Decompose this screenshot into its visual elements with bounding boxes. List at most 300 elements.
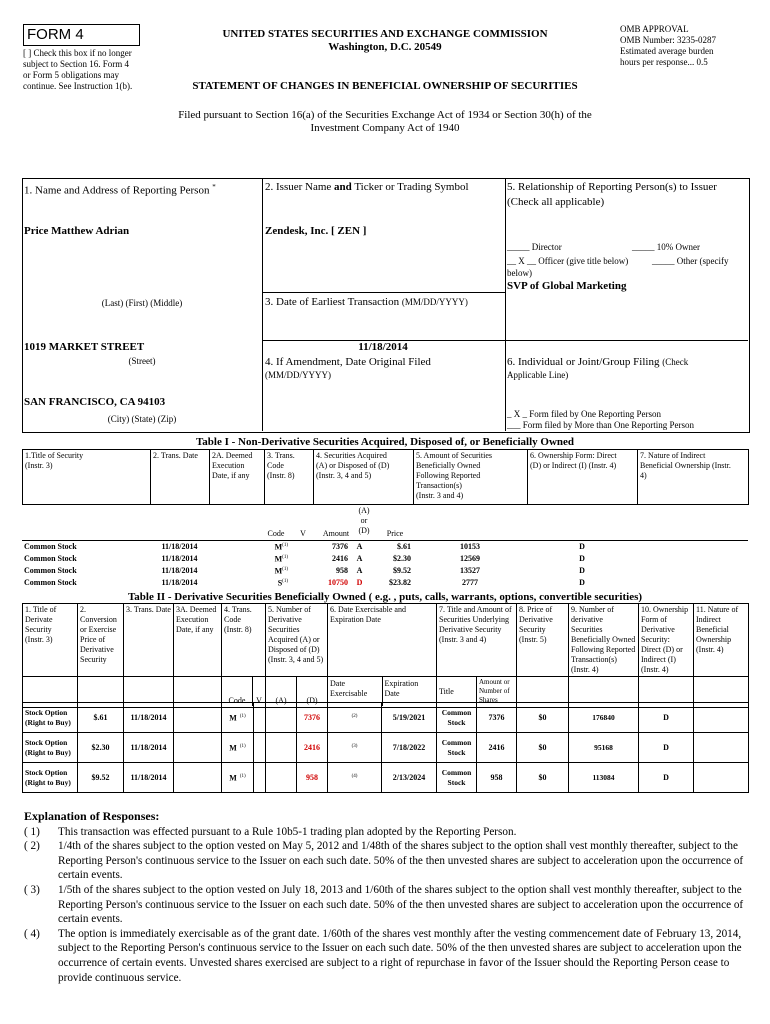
footnote-ref: (1) — [239, 743, 246, 749]
v-cell-cell — [254, 703, 266, 733]
t2-header-cell — [639, 604, 694, 677]
indirect-nature-cell — [637, 541, 748, 553]
trans-code-cell — [222, 703, 254, 733]
conversion-price-value: $9.52 — [91, 772, 110, 782]
t2-header-text: 1. Title of Derivate Security (Instr. 3) — [25, 605, 57, 644]
table2-title: Table II - Derivative Securities Beneficially Owned ( e.g. , puts, calls, warrants, options, convertible securities) — [127, 591, 643, 603]
t1-sub-v: V — [300, 529, 306, 538]
multi-person-option[interactable]: ___ Form filed by More than One Reporting Person — [507, 420, 694, 430]
t2-header-text: 11. Nature of Indirect Beneficial Ownership (Instr. 4) — [696, 605, 739, 654]
t2-header-cell — [569, 604, 639, 677]
omb-line: hours per response... 0.5 — [620, 57, 708, 67]
amount-cell — [313, 565, 350, 577]
t2-header-cell — [517, 604, 569, 677]
conversion-price-value: $2.30 — [91, 742, 110, 752]
check-note-line[interactable]: [ ] Check this box if no longer — [23, 48, 132, 58]
table1-header — [22, 449, 749, 505]
owned-following-cell — [413, 553, 527, 565]
expiration-date-cell — [382, 733, 437, 763]
date-exercisable-cell — [328, 733, 382, 763]
box2-label-and: and — [334, 181, 352, 193]
footnote-number: ( 1) — [24, 825, 40, 838]
security-title-cell — [22, 577, 150, 589]
t1-header-cell — [314, 450, 414, 505]
box1-label — [24, 181, 216, 198]
underlying-title-value: Common Stock — [441, 767, 472, 787]
footnote-ref: (1) — [282, 543, 288, 548]
price-value: $2.30 — [393, 553, 411, 563]
trans-code-cell — [222, 763, 254, 793]
t2-sub-code: Code — [228, 696, 246, 705]
box3-label-text: 3. Date of Earliest Transaction — [265, 296, 402, 308]
acquired-a-cell — [266, 703, 297, 733]
footnote-text: 1/4th of the shares subject to the option vested on May 5, 2012 and 1/48th of the shares subject to the option shall vest monthly thereafter, subject to the Reporting Person's continuous service to the Issuer on each such date. 50% of the then unvested shares are subject to acceleration upon the occurrence of certain events. — [58, 840, 744, 882]
footnote-item — [24, 927, 754, 985]
owned-following-value: 95168 — [594, 742, 613, 752]
earliest-transaction-date: 11/18/2014 — [358, 341, 408, 353]
trans-date-cell — [150, 541, 209, 553]
t2-sub-shares: Amount or Number of Shares — [476, 677, 516, 706]
t2-header-text: 8. Price of Derivative Security (Instr. 5) — [519, 605, 553, 644]
t1-header-text: 3. Trans. Code (Instr. 8) — [267, 451, 295, 480]
box6-label — [507, 356, 688, 369]
ten-percent-owner-checkbox[interactable]: _____ 10% Owner — [632, 242, 700, 252]
deemed-date-cell — [174, 763, 222, 793]
footnote-text: This transaction was effected pursuant to a Rule 10b5-1 trading plan adopted by the Reporting Person. — [58, 825, 517, 838]
trans-code-value: M — [274, 542, 283, 552]
trans-date-value: 11/18/2014 — [130, 772, 167, 782]
t1-header-cell — [414, 450, 528, 505]
security-title-value: Common Stock — [24, 577, 77, 587]
trans-date-value: 11/18/2014 — [161, 541, 198, 551]
t2-header-text: 4. Trans. Code (Instr. 8) — [224, 605, 252, 634]
amount-value: 958 — [336, 565, 348, 575]
t2-header-cell — [174, 604, 222, 677]
box2-label-b: Ticker or Trading Symbol — [351, 181, 469, 193]
omb-approval — [620, 24, 750, 68]
trans-code-value: M — [229, 773, 237, 783]
trans-date-cell — [150, 565, 209, 577]
filed-pursuant-line: Investment Company Act of 1940 — [310, 122, 460, 134]
amount-value: 10750 — [328, 577, 348, 587]
statement-title: STATEMENT OF CHANGES IN BENEFICIAL OWNERSHIP OF SECURITIES — [192, 80, 578, 92]
t2-header-text: 10. Ownership Form of Derivative Security: Direct (D) or Indirect (I) (Instr. 4) — [641, 605, 689, 674]
t2-header-cell — [694, 604, 749, 677]
other-checkbox[interactable]: _____ Other (specify — [652, 256, 729, 266]
ownership-form-cell — [639, 703, 694, 733]
box2-label — [265, 181, 469, 194]
conversion-price-cell — [78, 733, 124, 763]
t2-sub-expiration: Expiration Date — [382, 677, 437, 706]
v-cell-cell — [290, 565, 313, 577]
price-value: $23.82 — [389, 577, 411, 587]
t1-header-text: 1.Title of Security (Instr. 3) — [25, 451, 84, 470]
t2-sub-title: Title — [439, 687, 454, 696]
trans-code-cell — [222, 733, 254, 763]
ownership-form-value: D — [579, 553, 585, 563]
amount-value: 2416 — [332, 553, 348, 563]
table-row — [22, 577, 748, 589]
price-cell — [369, 553, 413, 565]
box5-label — [507, 181, 749, 209]
derivative-title-cell — [23, 703, 78, 733]
derivative-title-cell — [23, 733, 78, 763]
box6-check: (Check — [662, 357, 689, 367]
ownership-form-value: D — [663, 742, 669, 752]
divider — [262, 292, 505, 293]
deemed-date-cell — [209, 565, 264, 577]
t1-header-cell — [265, 450, 314, 505]
expiration-date-value: 2/13/2024 — [392, 772, 426, 782]
trans-date-cell — [150, 577, 209, 589]
trans-date-cell — [124, 703, 174, 733]
t1-header-text: 7. Nature of Indirect Beneficial Ownership (Instr. 4) — [640, 451, 731, 480]
check-note-line: or Form 5 obligations may — [23, 70, 119, 80]
indirect-nature-cell — [694, 733, 749, 763]
t2-header-cell — [222, 604, 266, 677]
amount-cell — [313, 553, 350, 565]
owned-following-cell — [569, 763, 639, 793]
t2-header-text: 3. Trans. Date — [126, 605, 171, 614]
trans-code-cell — [264, 577, 290, 589]
v-cell-cell — [290, 577, 313, 589]
table2-header — [22, 603, 749, 708]
amount-value: 7376 — [332, 541, 348, 551]
footnote-ref: (1) — [239, 773, 246, 779]
t1-sub-aod: (A) or (D) — [358, 506, 370, 535]
acquired-disposed-cell — [350, 541, 369, 553]
trans-code-value: M — [274, 554, 283, 564]
t1-header-cell — [23, 450, 151, 505]
table-row — [23, 763, 749, 793]
acquired-disposed-value: A — [356, 553, 363, 563]
trans-code-cell — [264, 553, 290, 565]
box3-format: (MM/DD/YYYY) — [401, 297, 468, 307]
ownership-form-value: D — [663, 772, 669, 782]
table-row — [23, 703, 749, 733]
v-cell-cell — [290, 553, 313, 565]
underlying-shares-value: 2416 — [488, 742, 505, 752]
t2-header-cell — [328, 604, 437, 677]
indirect-nature-cell — [637, 577, 748, 589]
price-cell — [369, 541, 413, 553]
t2-header-cell — [266, 604, 328, 677]
owned-following-value: 10153 — [460, 541, 480, 551]
expiration-date-value: 7/18/2022 — [392, 742, 426, 752]
disposed-d-cell — [297, 763, 328, 793]
box2-label-a: 2. Issuer Name — [265, 181, 335, 193]
t1-header-text: 6. Ownership Form: Direct (D) or Indirect (I) (Instr. 4) — [530, 451, 617, 470]
security-title-value: Common Stock — [24, 553, 77, 563]
underlying-shares-value: 7376 — [488, 712, 505, 722]
derivative-price-cell — [517, 733, 569, 763]
indirect-nature-cell — [694, 703, 749, 733]
indirect-nature-cell — [637, 553, 748, 565]
t1-header-text: 2. Trans. Date — [153, 451, 198, 460]
trans-date-value: 11/18/2014 — [130, 742, 167, 752]
disposed-d-cell — [297, 703, 328, 733]
form-title: FORM 4 — [23, 24, 140, 46]
agency-name: UNITED STATES SECURITIES AND EXCHANGE COMMISSION — [222, 28, 548, 40]
ownership-form-value: D — [579, 565, 585, 575]
t2-header-text: 7. Title and Amount of Securities Underlying Derivative Security (Instr. 3 and 4) — [439, 605, 512, 644]
check-note-line: continue. See Instruction 1(b). — [23, 81, 133, 91]
deemed-date-cell — [209, 577, 264, 589]
trans-code-cell — [264, 541, 290, 553]
t2-header-text: 2. Conversion or Exercise Price of Derivative Security — [80, 605, 117, 664]
footnote-item — [24, 825, 754, 840]
acquired-a-cell — [266, 733, 297, 763]
t2-header-text: 5. Number of Derivative Securities Acquired (A) or Disposed of (D) (Instr. 3, 4 and 5) — [268, 605, 324, 664]
t1-header-text: 4. Securities Acquired (A) or Disposed of (D) (Instr. 3, 4 and 5) — [316, 451, 390, 480]
footnote-ref: (4) — [351, 773, 358, 779]
owned-following-value: 2777 — [462, 577, 478, 587]
box5-label-line: 5. Relationship of Reporting Person(s) to Issuer — [507, 181, 717, 193]
table-row — [23, 733, 749, 763]
one-person-option[interactable]: _ X _ Form filed by One Reporting Person — [507, 409, 661, 419]
acquired-disposed-cell — [350, 577, 369, 589]
amount-cell — [313, 577, 350, 589]
omb-line: OMB APPROVAL — [620, 24, 689, 34]
price-cell — [369, 577, 413, 589]
trans-date-value: 11/18/2014 — [161, 577, 198, 587]
trans-code-value: M — [229, 713, 237, 723]
box5-label-line: (Check all applicable) — [507, 196, 605, 208]
derivative-title-value: Stock Option (Right to Buy) — [25, 737, 71, 757]
t2-header-text: 6. Date Exercisable and Expiration Date — [330, 605, 406, 624]
t2-sub-d: (D) — [296, 677, 327, 706]
date-exercisable-cell — [328, 763, 382, 793]
disposed-d-value: 2416 — [304, 742, 320, 752]
ownership-form-value: D — [663, 712, 669, 722]
table-row — [22, 553, 748, 565]
street-hint: (Street) — [128, 356, 156, 366]
owned-following-cell — [569, 733, 639, 763]
derivative-price-cell — [517, 703, 569, 733]
t2-header-text: 9. Number of derivative Securities Beneficially Owned Following Reported Transaction(s) (Instr. 4) — [571, 605, 636, 674]
issuer-name: Zendesk, Inc. [ ZEN ] — [265, 225, 367, 237]
t2-sub-v: V — [252, 677, 265, 706]
footnote-item — [24, 883, 754, 927]
agency-city: Washington, D.C. 20549 — [328, 41, 442, 53]
derivative-title-cell — [23, 763, 78, 793]
t1-sub-amount: Amount — [322, 529, 350, 538]
owned-following-cell — [413, 541, 527, 553]
reporting-person-name: Price Matthew Adrian — [24, 225, 130, 237]
owned-following-value: 176840 — [592, 712, 615, 722]
footnote-ref: (1) — [239, 713, 246, 719]
security-title-value: Common Stock — [24, 565, 77, 575]
ownership-form-cell — [527, 553, 637, 565]
expiration-date-cell — [382, 703, 437, 733]
omb-line: Estimated average burden — [620, 46, 714, 56]
price-cell — [369, 565, 413, 577]
footnote-text: 1/5th of the shares subject to the option vested on July 18, 2013 and 1/60th of the shares subject to the option shall vest monthly thereafter, subject to the Reporting Person's continuous service to the Issuer on each such date. 50% of the then unvested shares are subject to acceleration upon the occurrence of certain events. — [58, 883, 744, 926]
date-exercisable-cell — [328, 703, 382, 733]
deemed-date-cell — [174, 703, 222, 733]
owned-following-value: 13527 — [460, 565, 480, 575]
section16-note — [23, 48, 163, 92]
indirect-nature-cell — [637, 565, 748, 577]
name-hint: (Last) (First) (Middle) — [101, 298, 183, 308]
owned-following-value: 113084 — [592, 772, 615, 782]
ownership-form-value: D — [579, 541, 585, 551]
city-hint: (City) (State) (Zip) — [107, 414, 177, 424]
derivative-title-value: Stock Option (Right to Buy) — [25, 767, 71, 787]
below-note: below) — [507, 268, 532, 278]
t1-header-cell — [638, 450, 749, 505]
t1-header-cell — [210, 450, 265, 505]
box1-label-text: 1. Name and Address of Reporting Person — [24, 184, 210, 197]
footnote-number: ( 3) — [24, 883, 40, 896]
ownership-form-cell — [527, 565, 637, 577]
trans-code-value: M — [229, 743, 237, 753]
divider — [505, 178, 506, 431]
box4-format: (MM/DD/YYYY) — [265, 370, 331, 380]
security-title-value: Common Stock — [24, 541, 77, 551]
officer-checkbox[interactable]: __ X __ Officer (give title below) — [507, 256, 629, 266]
underlying-title-cell — [437, 733, 477, 763]
expiration-date-value: 5/19/2021 — [392, 712, 426, 722]
director-checkbox[interactable]: _____ Director — [507, 242, 562, 252]
v-cell-cell — [290, 541, 313, 553]
underlying-title-value: Common Stock — [441, 737, 472, 757]
box6-applicable: Applicable Line) — [507, 370, 569, 380]
underlying-shares-cell — [477, 703, 517, 733]
trans-date-value: 11/18/2014 — [130, 712, 167, 722]
explanation-title: Explanation of Responses: — [24, 809, 160, 823]
owned-following-cell — [413, 577, 527, 589]
table-row — [22, 541, 748, 553]
acquired-disposed-value: A — [356, 565, 363, 575]
t1-sub-price: Price — [386, 529, 404, 538]
underlying-title-cell — [437, 703, 477, 733]
trans-code-value: M — [274, 566, 283, 576]
check-note-line: subject to Section 16. Form 4 — [23, 59, 129, 69]
trans-code-value: S — [277, 578, 283, 588]
ownership-form-cell — [527, 577, 637, 589]
trans-code-cell — [264, 565, 290, 577]
acquired-disposed-cell — [350, 565, 369, 577]
footnote-ref: (2) — [351, 713, 358, 719]
box1-star: * — [212, 183, 216, 191]
box3-label — [265, 296, 468, 309]
underlying-title-cell — [437, 763, 477, 793]
t1-header-text: 2A. Deemed Execution Date, if any — [212, 451, 253, 480]
table1-title: Table I - Non-Derivative Securities Acquired, Disposed of, or Beneficially Owned — [195, 436, 575, 448]
table1-body — [22, 540, 748, 589]
explanation-list — [24, 825, 754, 986]
acquired-disposed-value: A — [356, 541, 363, 551]
ownership-form-cell — [527, 541, 637, 553]
t1-header-cell — [528, 450, 638, 505]
owned-following-cell — [569, 703, 639, 733]
footnote-ref: (1) — [282, 554, 288, 560]
filed-pursuant-line: Filed pursuant to Section 16(a) of the Securities Exchange Act of 1934 or Section 30(h) of the — [178, 109, 592, 121]
deemed-date-cell — [209, 541, 264, 553]
owned-following-value: 12569 — [460, 553, 480, 563]
acquired-disposed-value: D — [356, 577, 363, 587]
derivative-price-value: $0 — [538, 772, 547, 782]
omb-line: OMB Number: 3235-0287 — [620, 35, 716, 45]
v-cell-cell — [254, 763, 266, 793]
disposed-d-cell — [297, 733, 328, 763]
deemed-date-cell — [209, 553, 264, 565]
acquired-disposed-cell — [350, 553, 369, 565]
trans-date-cell — [150, 553, 209, 565]
conversion-price-value: $.61 — [93, 712, 108, 722]
box4-label: 4. If Amendment, Date Original Filed — [265, 356, 431, 368]
disposed-d-value: 958 — [306, 772, 318, 782]
price-value: $.61 — [397, 541, 411, 551]
ownership-form-cell — [639, 733, 694, 763]
footnote-ref: (1) — [282, 578, 288, 584]
trans-date-cell — [124, 733, 174, 763]
t1-header-text: 5. Amount of Securities Beneficially Owned Following Reported Transaction(s) (Instr. 3 and 4) — [416, 451, 492, 500]
indirect-nature-cell — [694, 763, 749, 793]
footnote-ref: (1) — [282, 566, 288, 572]
t2-header-cell — [437, 604, 517, 677]
trans-date-value: 11/18/2014 — [161, 553, 198, 563]
v-cell-cell — [254, 733, 266, 763]
box6-label-text: 6. Individual or Joint/Group Filing — [507, 356, 663, 368]
derivative-title-value: Stock Option (Right to Buy) — [25, 707, 71, 727]
t1-header-cell — [151, 450, 210, 505]
derivative-price-cell — [517, 763, 569, 793]
conversion-price-cell — [78, 703, 124, 733]
security-title-cell — [22, 541, 150, 553]
reporting-city: SAN FRANCISCO, CA 94103 — [24, 396, 166, 408]
t2-sub-a: (A) — [275, 696, 287, 705]
derivative-price-value: $0 — [538, 742, 547, 752]
underlying-shares-cell — [477, 763, 517, 793]
footnote-text: The option is immediately exercisable as of the grant date. 1/60th of the shares vest monthly after the vesting commencement date of February 13, 2014, subject to the Reporting Person's continuous service to the Issuer on each such date. 50% of the then unvested shares are subject to acceleration upon the occurrence of certain events. Unvested shares exercised are subject to a right of repurchase in favor of the Issuer should the Reporting Person cease to provide continuous service. — [58, 927, 742, 984]
conversion-price-cell — [78, 763, 124, 793]
explanation-section — [24, 809, 754, 985]
acquired-a-cell — [266, 763, 297, 793]
owned-following-cell — [413, 565, 527, 577]
amount-cell — [313, 541, 350, 553]
reporting-street: 1019 MARKET STREET — [24, 341, 145, 353]
table-row — [22, 565, 748, 577]
trans-date-value: 11/18/2014 — [161, 565, 198, 575]
underlying-shares-cell — [477, 733, 517, 763]
security-title-cell — [22, 553, 150, 565]
t2-sub-exercisable: Date Exercisable — [330, 679, 368, 698]
footnote-number: ( 4) — [24, 927, 40, 940]
footnote-item — [24, 839, 754, 883]
disposed-d-value: 7376 — [304, 712, 320, 722]
ownership-form-value: D — [579, 577, 585, 587]
underlying-shares-value: 958 — [490, 772, 503, 782]
derivative-price-value: $0 — [538, 712, 547, 722]
t1-sub-code: Code — [267, 529, 285, 538]
footnote-ref: (3) — [351, 743, 358, 749]
trans-date-cell — [124, 763, 174, 793]
officer-title: SVP of Global Marketing — [507, 280, 627, 292]
expiration-date-cell — [382, 763, 437, 793]
table2-body — [22, 702, 749, 793]
deemed-date-cell — [174, 733, 222, 763]
security-title-cell — [22, 565, 150, 577]
underlying-title-value: Common Stock — [441, 707, 472, 727]
t2-header-text: 3A. Deemed Execution Date, if any — [176, 605, 217, 634]
footnote-number: ( 2) — [24, 840, 40, 853]
divider — [262, 178, 263, 431]
t2-header-cell — [78, 604, 124, 677]
t2-header-cell — [124, 604, 174, 677]
ownership-form-cell — [639, 763, 694, 793]
